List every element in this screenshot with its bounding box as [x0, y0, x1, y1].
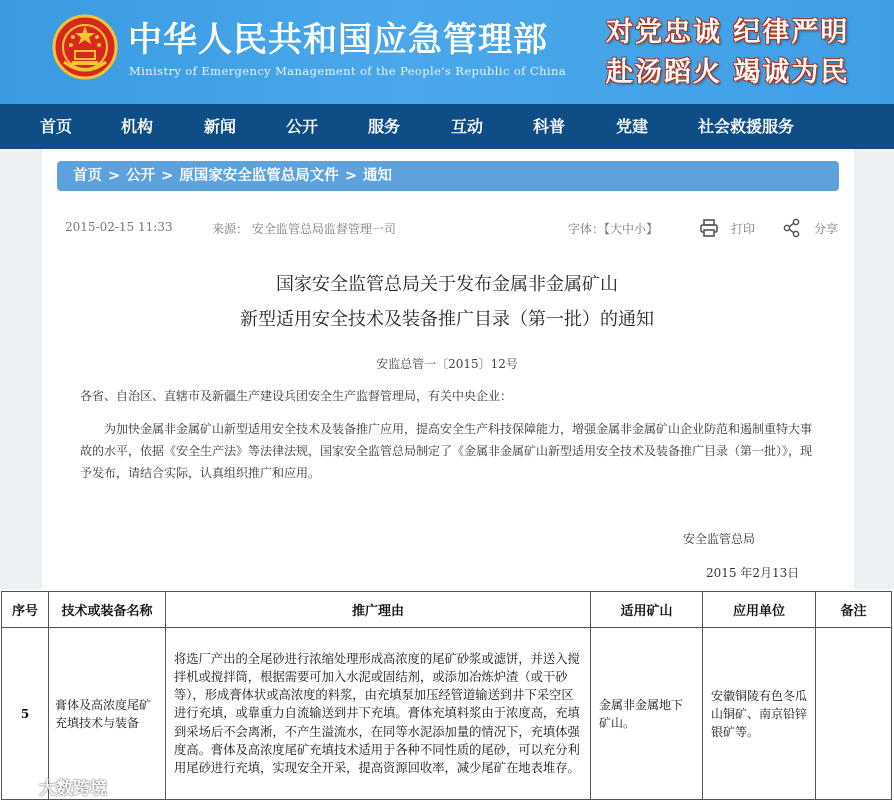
- watermark-text: 大数跨境: [39, 779, 107, 799]
- site-subtitle: Ministry of Emergency Management of the People's Republic of China: [129, 64, 567, 78]
- main-nav: [0, 104, 894, 149]
- site-title[interactable]: 中华人民共和国应急管理部: [128, 20, 548, 60]
- nav-item-home[interactable]: 首页: [40, 117, 73, 136]
- cell-serial-number: 5: [2, 628, 49, 800]
- header-applicable-mine: 适用矿山: [591, 592, 703, 628]
- signature-organization: 安全监管总局: [683, 532, 756, 546]
- motto-line-1: 对党忠诚 纪律严明: [606, 17, 850, 48]
- article-source: 来源： 安全监管总局监督管理一司: [212, 222, 396, 236]
- nav-item-organization[interactable]: 机构: [121, 117, 154, 136]
- breadcrumb-public[interactable]: 公开: [126, 168, 156, 184]
- table-row: [2, 628, 892, 800]
- breadcrumb-current: 通知: [362, 168, 392, 184]
- printer-icon[interactable]: [699, 218, 719, 238]
- cell-applicable-mine: 金属非金属地下矿山。: [591, 628, 703, 800]
- header-serial-number: 序号: [2, 592, 49, 628]
- watermark-logo-icon: [6, 779, 36, 799]
- share-icon[interactable]: [782, 218, 802, 238]
- table-header-row: [2, 592, 892, 628]
- header-remarks: 备注: [816, 592, 892, 628]
- nav-item-interaction[interactable]: 互动: [451, 117, 484, 136]
- header-promotion-reason: 推广理由: [166, 592, 591, 628]
- header-banner: [0, 0, 894, 104]
- document-title-line-2: 新型适用安全技术及装备推广目录（第一批）的通知: [240, 309, 654, 330]
- document-number: 安监总管一〔2015〕12号: [376, 357, 518, 371]
- catalog-table-section: [0, 591, 894, 807]
- nav-item-science[interactable]: 科普: [533, 117, 566, 136]
- national-emblem-icon[interactable]: [52, 14, 118, 80]
- cell-technology-name: 膏体及高浓度尾矿充填技术与装备: [49, 628, 166, 800]
- share-link[interactable]: 分享: [814, 222, 839, 236]
- article-meta: [65, 220, 845, 238]
- breadcrumb-separator: >: [108, 168, 121, 184]
- watermark: [6, 774, 107, 799]
- nav-item-news[interactable]: 新闻: [204, 117, 237, 136]
- print-link[interactable]: 打印: [731, 222, 756, 236]
- nav-item-service[interactable]: 服务: [368, 117, 401, 136]
- nav-item-public[interactable]: 公开: [286, 117, 319, 136]
- signature-date: 2015 年2月13日: [706, 566, 800, 580]
- catalog-table: [1, 591, 892, 800]
- nav-item-party[interactable]: 党建: [616, 117, 649, 136]
- document-body: 为加快金属非金属矿山新型适用安全技术及装备推广应用，提高安全生产科技保障能力，增强金属非金属矿山企业防范和遏制重特大事故的水平，依据《安全生产法》等法律法规，国家安全监管总局制定了《金属非金属矿山新型适用安全技术及装备推广目录（第一批）》，现予发布，请结合实际，认真组织推广和应用。: [80, 422, 813, 480]
- font-size-selector[interactable]: 字体：【大中小】: [568, 222, 659, 236]
- breadcrumb-former-safety-docs[interactable]: 原国家安全监管总局文件: [179, 168, 339, 184]
- publish-date: 2015-02-15 11:33: [65, 220, 173, 234]
- document-salutation: 各省、自治区、直辖市及新疆生产建设兵团安全生产监督管理局，有关中央企业：: [80, 389, 513, 403]
- cell-application-unit: 安徽铜陵有色冬瓜山铜矿、南京铅锌银矿等。: [703, 628, 816, 800]
- breadcrumb: [57, 161, 839, 191]
- header-application-unit: 应用单位: [703, 592, 816, 628]
- breadcrumb-separator: >: [161, 168, 174, 184]
- cell-promotion-reason: 将选厂产出的全尾砂进行浓缩处理形成高浓度的尾矿砂浆或滤饼，并送入搅拌机或搅拌筒，根据需要可加入水泥或固结剂，或添加冶炼炉渣（或干砂等），形成膏体状或高浓度的料浆，由充填泵加压经管道输送到井下采空区进行充填，或靠重力自流输送到井下充填。膏体充填料浆由于浓度高，充填到采场后不会离淅，不产生溢流水，在同等水泥添加量的情况下，充填体强度高。膏体及高浓度尾矿充填技术适用于各种不同性质的尾砂，可以充分利用尾砂进行充填，实现安全开采，提高资源回收率，减少尾矿在地表堆存。: [166, 628, 591, 800]
- breadcrumb-separator: >: [344, 168, 357, 184]
- cell-remarks: [816, 628, 892, 800]
- breadcrumb-home[interactable]: 首页: [73, 168, 102, 184]
- document-title-line-1: 国家安全监管总局关于发布金属非金属矿山: [276, 274, 618, 295]
- header-technology-name: 技术或装备名称: [49, 592, 166, 628]
- nav-item-rescue-service[interactable]: 社会救援服务: [698, 117, 795, 136]
- motto-line-2: 赴汤蹈火 竭诚为民: [606, 57, 850, 88]
